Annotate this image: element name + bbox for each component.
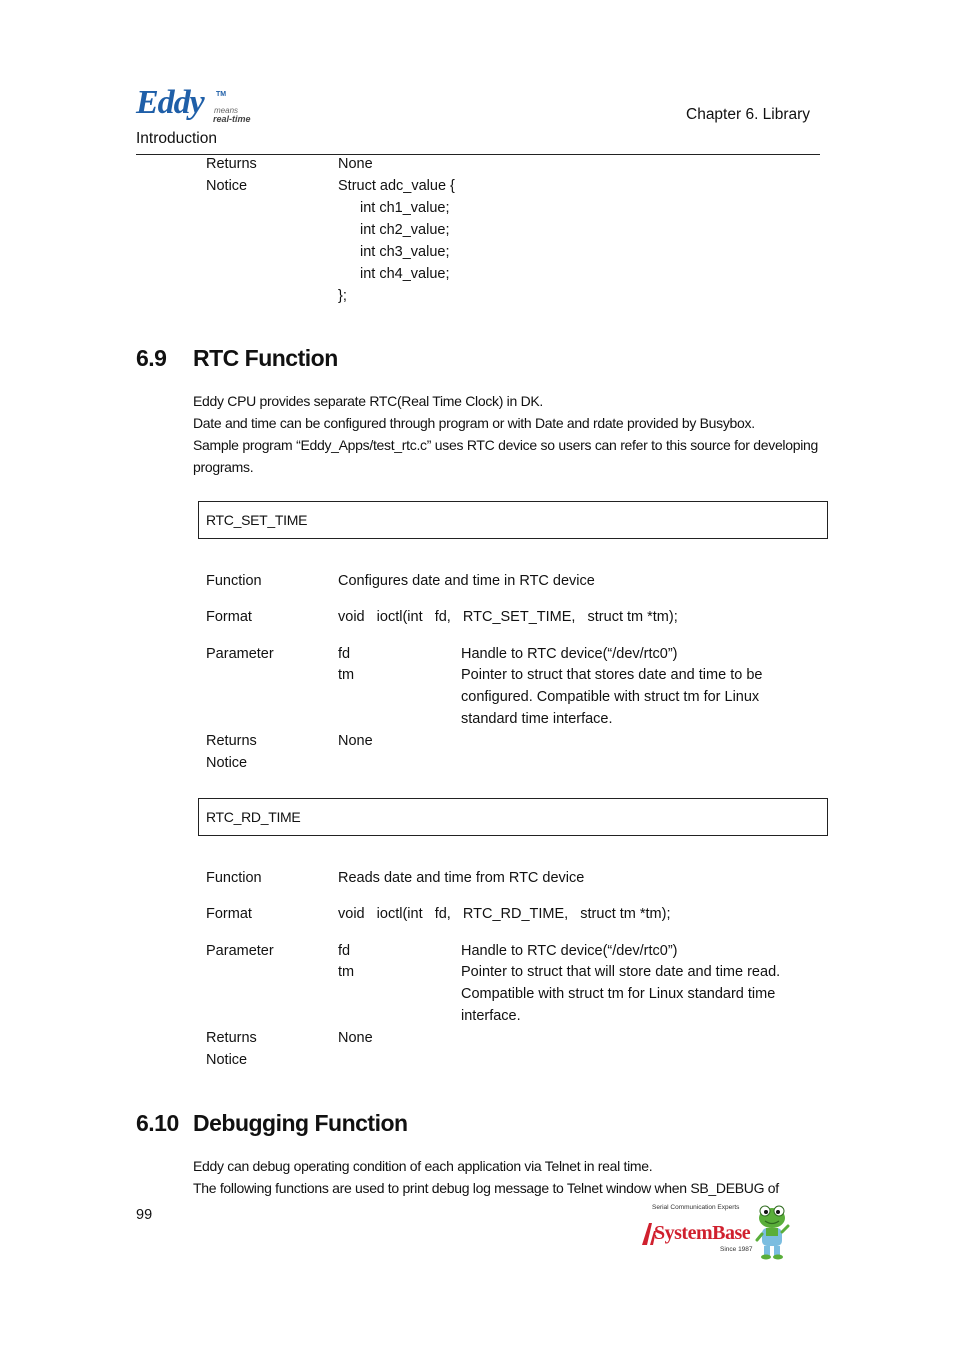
returns-value: None: [338, 733, 373, 749]
chapter-title: Chapter 6. Library: [686, 106, 811, 123]
paragraph-line: Sample program “Eddy_Apps/test_rtc.c” uses RTC device so users can refer to this source for developing programs.: [193, 437, 818, 475]
format-label: Format: [206, 906, 252, 922]
param-desc: configured. Compatible with struct tm for Linux: [461, 689, 760, 705]
page-number: 99: [136, 1207, 153, 1223]
parameter-label: Parameter: [206, 646, 274, 662]
section-number: 6.9: [136, 345, 167, 371]
function-value: Reads date and time from RTC device: [338, 870, 585, 886]
param-name: tm: [338, 964, 355, 980]
eddy-logo: [136, 86, 266, 126]
header-divider: [136, 154, 820, 155]
notice-label: Notice: [206, 178, 248, 194]
eddy-logo-tm: TM: [216, 91, 227, 98]
struct-line: };: [338, 288, 347, 304]
frog-mascot-icon: [754, 1204, 790, 1260]
parameter-label: Parameter: [206, 943, 274, 959]
function-label: Function: [206, 573, 262, 589]
paragraph-line: The following functions are used to print debug log message to Telnet window when SB_DEBUG of: [193, 1180, 779, 1196]
returns-value: None: [338, 1030, 373, 1046]
eddy-logo-means: means: [214, 106, 239, 115]
param-name: tm: [338, 667, 355, 683]
notice-label: Notice: [206, 755, 248, 771]
struct-line: int ch2_value;: [360, 222, 450, 238]
systembase-tagline: Serial Communication Experts: [652, 1204, 740, 1211]
function-name-box: [198, 798, 828, 836]
returns-label: Returns: [206, 733, 257, 749]
intro-paragraph: [193, 390, 818, 478]
section-title: Debugging Function: [193, 1110, 408, 1136]
format-value: void ioctl(int fd, RTC_RD_TIME, struct tm *tm);: [338, 906, 671, 922]
function-label: Function: [206, 870, 262, 886]
notice-label: Notice: [206, 1052, 248, 1068]
function-value: Configures date and time in RTC device: [338, 573, 595, 589]
struct-line: int ch3_value;: [360, 244, 450, 260]
format-value: void ioctl(int fd, RTC_SET_TIME, struct tm *tm);: [338, 609, 678, 625]
param-desc: Compatible with struct tm for Linux standard time: [461, 986, 776, 1002]
param-desc: Handle to RTC device(“/dev/rtc0”): [461, 943, 678, 959]
param-name: fd: [338, 943, 351, 959]
function-name: RTC_RD_TIME: [206, 809, 301, 825]
param-desc: standard time interface.: [461, 711, 613, 727]
param-desc: interface.: [461, 1008, 521, 1024]
systembase-wordmark: SystemBase: [654, 1222, 751, 1244]
eddy-logo-realtime: real-time: [213, 114, 251, 124]
struct-line: Struct adc_value {: [338, 178, 455, 194]
function-name-box: [198, 501, 828, 539]
paragraph-line: Date and time can be configured through program or with Date and rdate provided by Busybox.: [193, 415, 755, 431]
format-label: Format: [206, 609, 252, 625]
function-name: RTC_SET_TIME: [206, 512, 308, 528]
systembase-logo: [640, 1204, 790, 1260]
returns-label: Returns: [206, 1030, 257, 1046]
param-desc: Pointer to struct that stores date and time to be: [461, 667, 763, 683]
systembase-since: Since 1987: [720, 1246, 753, 1253]
returns-value: None: [338, 156, 373, 172]
section-number: 6.10: [136, 1110, 179, 1136]
param-desc: Handle to RTC device(“/dev/rtc0”): [461, 646, 678, 662]
debug-paragraph: [193, 1155, 818, 1199]
section-label: Introduction: [136, 130, 217, 147]
param-name: fd: [338, 646, 351, 662]
eddy-logo-wordmark: Eddy: [136, 84, 204, 121]
struct-line: int ch4_value;: [360, 266, 450, 282]
struct-line: int ch1_value;: [360, 200, 450, 216]
section-title: RTC Function: [193, 345, 338, 371]
returns-label: Returns: [206, 156, 257, 172]
paragraph-line: Eddy can debug operating condition of each application via Telnet in real time.: [193, 1158, 653, 1174]
paragraph-line: Eddy CPU provides separate RTC(Real Time Clock) in DK.: [193, 393, 544, 409]
param-desc: Pointer to struct that will store date and time read.: [461, 964, 781, 980]
